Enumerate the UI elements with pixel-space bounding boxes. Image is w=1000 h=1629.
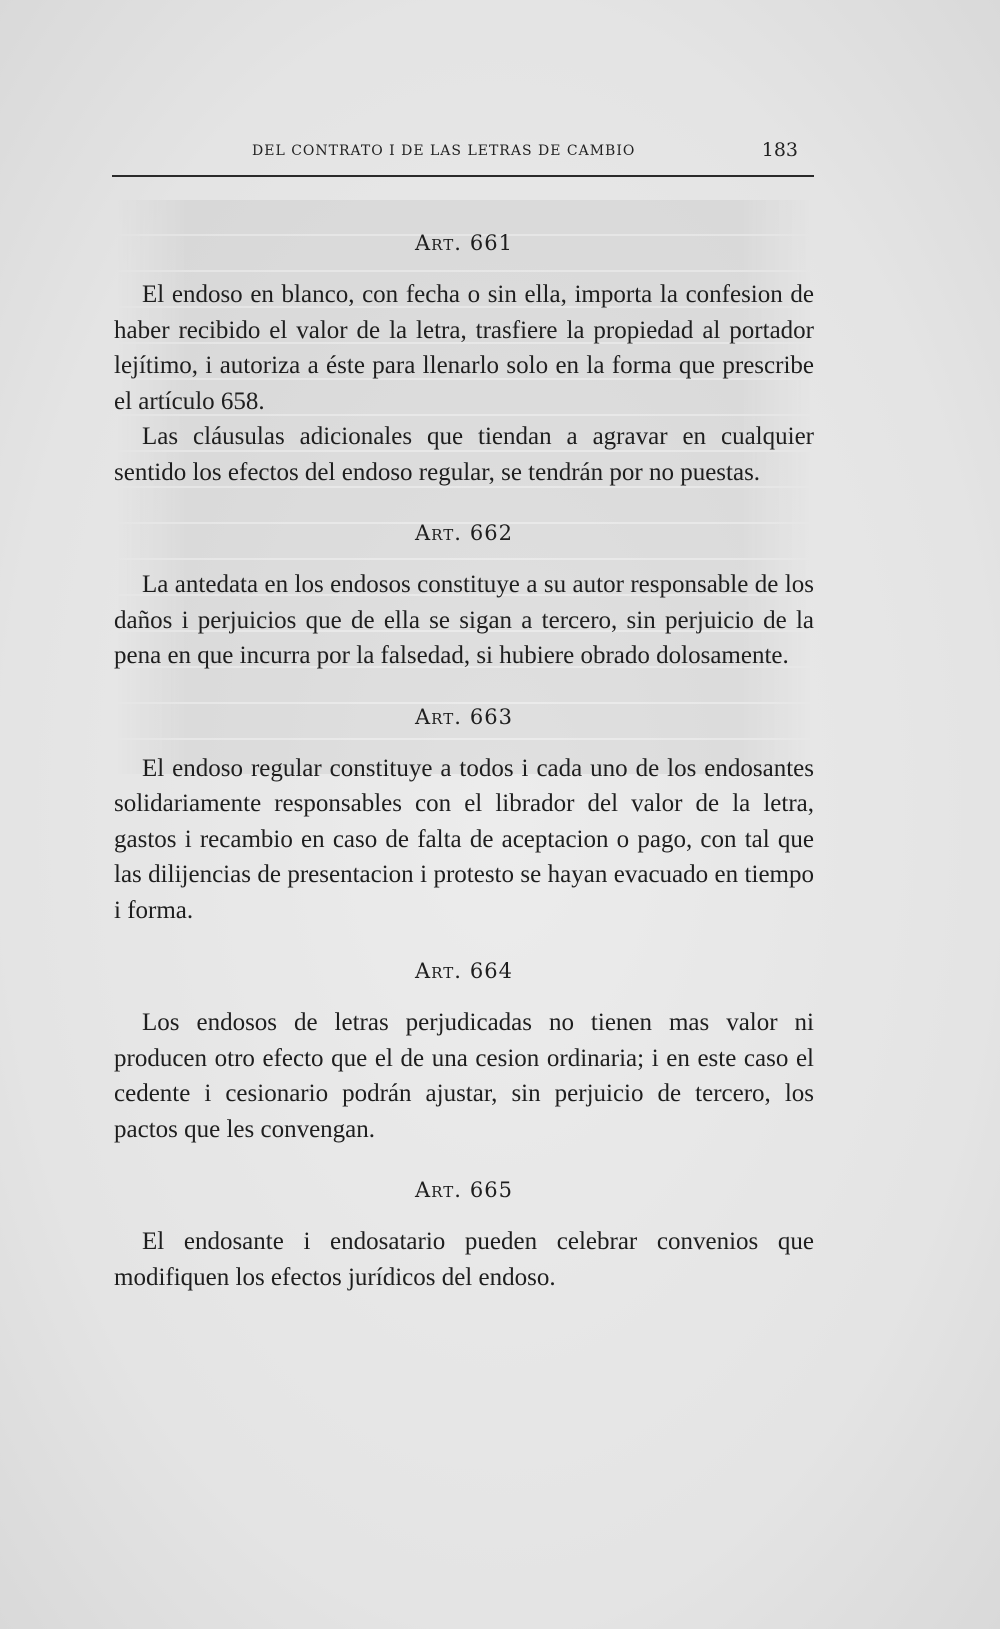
article-number: 663	[469, 704, 513, 729]
page-header	[112, 139, 814, 177]
running-head: DEL CONTRATO I DE LAS LETRAS DE CAMBIO	[252, 143, 636, 159]
page-number: 183	[761, 139, 798, 161]
article-paragraph: Las cláusulas adicionales que tiendan a agravar en cualquier sentido los efectos del endoso regular, se tendrán por no puestas.	[114, 423, 814, 486]
article-label: Art.	[415, 1178, 462, 1202]
article-label: Art.	[415, 959, 462, 983]
article-665	[114, 1175, 814, 1295]
article-number: 662	[469, 521, 513, 545]
article-label: Art.	[415, 231, 462, 255]
article-heading	[114, 956, 814, 986]
article-label: Art.	[415, 521, 462, 545]
article-heading	[114, 1175, 814, 1205]
article-number: 665	[469, 1178, 513, 1202]
article-663	[114, 702, 814, 929]
article-paragraph: Los endosos de letras perjudicadas no tienen mas valor ni producen otro efecto que el de una cesion ordinaria; i en este caso el cedente i cesionario podrán ajustar, sin perjuicio de tercero, los pactos que les convengan.	[114, 1009, 814, 1143]
article-paragraph: El endosante i endosatario pueden celebrar convenios que modifiquen los efectos jurídicos del endoso.	[114, 1228, 814, 1291]
article-paragraph: El endoso regular constituye a todos i cada uno de los endosantes solidariamente responsables con el librador del valor de la letra, gastos i recambio en caso de falta de aceptacion o pago, con tal que las dilijencias de presentacion i protesto se hayan evacuado en tiempo i forma.	[114, 754, 814, 924]
article-heading	[114, 228, 814, 258]
page-body	[114, 228, 814, 1295]
article-paragraph: El endoso en blanco, con fecha o sin ella, importa la confesion de haber recibido el valor de la letra, trasfiere la propiedad al portador lejítimo, i autoriza a éste para llenarlo solo en la forma que prescribe el artículo 658.	[114, 281, 814, 415]
article-number: 664	[469, 959, 513, 983]
article-heading	[114, 518, 814, 548]
article-662	[114, 518, 814, 674]
article-label: Art.	[415, 704, 462, 729]
article-661	[114, 228, 814, 490]
article-number: 661	[469, 231, 513, 255]
article-heading	[114, 702, 814, 732]
article-paragraph: La antedata en los endosos constituye a su autor responsable de los daños i perjuicios que de ella se sigan a tercero, sin perjuicio de la pena en que incurra por la falsedad, si hubiere obrado dolosamente.	[114, 571, 814, 669]
article-664	[114, 956, 814, 1147]
